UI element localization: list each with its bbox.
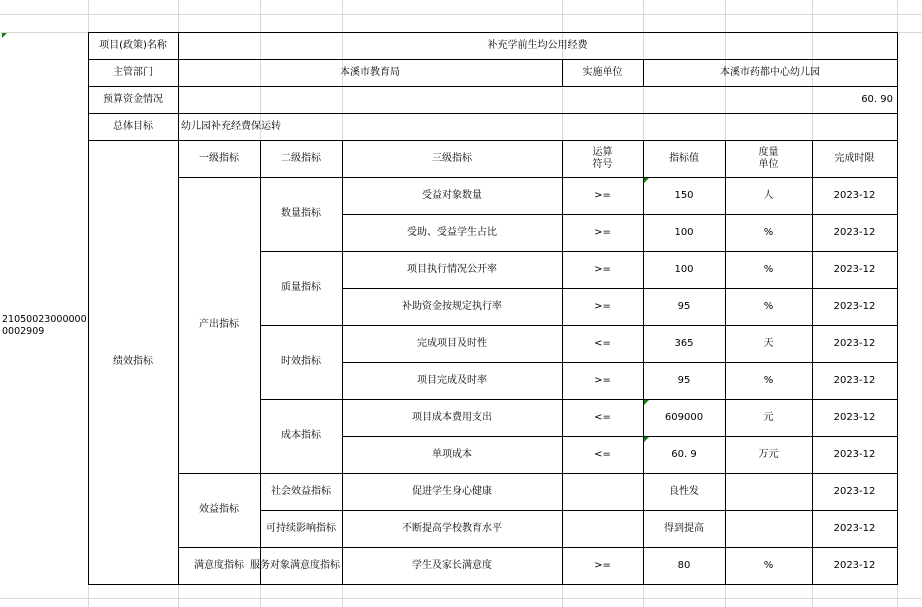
header-unit: 度量 单位 (725, 140, 813, 178)
row-10-operator[interactable] (562, 510, 644, 548)
dept-value[interactable]: 本溪市教育局 (178, 59, 563, 87)
row-3-target-value[interactable]: 100 (643, 251, 726, 289)
row-3-unit[interactable]: % (725, 251, 813, 289)
row-11-target-value[interactable]: 80 (643, 547, 726, 585)
level1-benefit: 效益指标 (178, 473, 261, 548)
row-9-operator[interactable] (562, 473, 644, 511)
row-6-unit[interactable]: % (725, 362, 813, 400)
row-6-operator[interactable]: >= (562, 362, 644, 400)
level2-sustain: 可持续影响指标 (260, 510, 343, 548)
row-7-target-value[interactable]: 609000 (643, 399, 726, 437)
row-5-unit[interactable]: 天 (725, 325, 813, 363)
header-level3: 三级指标 (342, 140, 563, 178)
row-3-operator[interactable]: >= (562, 251, 644, 289)
row-2-operator[interactable]: >= (562, 214, 644, 252)
budget-label: 预算资金情况 (88, 86, 179, 114)
row-2-target-value[interactable]: 100 (643, 214, 726, 252)
row-id-cell[interactable]: 210500230000000002909 (2, 314, 87, 337)
row-8-operator[interactable]: <= (562, 436, 644, 474)
performance-indicators-label: 绩效指标 (88, 140, 179, 585)
row-7-indicator-name[interactable]: 项目成本费用支出 (342, 399, 563, 437)
budget-value[interactable]: 60. 90 (178, 86, 898, 114)
row-5-indicator-name[interactable]: 完成项目及时性 (342, 325, 563, 363)
row-11-deadline[interactable]: 2023-12 (812, 547, 898, 585)
level2-quality: 质量指标 (260, 251, 343, 326)
row-5-deadline[interactable]: 2023-12 (812, 325, 898, 363)
level1-output: 产出指标 (178, 177, 261, 474)
row-7-deadline[interactable]: 2023-12 (812, 399, 898, 437)
impl-unit-label: 实施单位 (562, 59, 644, 87)
row-10-target-value[interactable]: 得到提高 (643, 510, 726, 548)
row-6-deadline[interactable]: 2023-12 (812, 362, 898, 400)
row-1-deadline[interactable]: 2023-12 (812, 177, 898, 215)
cell-marker (644, 178, 649, 183)
level1-satisfaction: 满意度指标 (178, 547, 261, 585)
level2-quantity: 数量指标 (260, 177, 343, 252)
cell-marker (644, 400, 649, 405)
row-1-operator[interactable]: >= (562, 177, 644, 215)
goal-label: 总体目标 (88, 113, 179, 141)
header-level1: 一级指标 (178, 140, 261, 178)
row-10-deadline[interactable]: 2023-12 (812, 510, 898, 548)
project-name-value[interactable]: 补充学前生均公用经费 (178, 32, 898, 60)
row-8-deadline[interactable]: 2023-12 (812, 436, 898, 474)
header-level2: 二级指标 (260, 140, 343, 178)
level2-cost: 成本指标 (260, 399, 343, 474)
cell-marker (644, 437, 649, 442)
row-3-deadline[interactable]: 2023-12 (812, 251, 898, 289)
row-10-indicator-name[interactable]: 不断提高学校教育水平 (342, 510, 563, 548)
row-2-deadline[interactable]: 2023-12 (812, 214, 898, 252)
row-2-indicator-name[interactable]: 受助、受益学生占比 (342, 214, 563, 252)
row-6-target-value[interactable]: 95 (643, 362, 726, 400)
row-4-deadline[interactable]: 2023-12 (812, 288, 898, 326)
row-7-unit[interactable]: 元 (725, 399, 813, 437)
row-11-indicator-name[interactable]: 学生及家长满意度 (342, 547, 563, 585)
row-6-indicator-name[interactable]: 项目完成及时率 (342, 362, 563, 400)
project-name-label: 项目(政策)名称 (88, 32, 179, 60)
row-1-indicator-name[interactable]: 受益对象数量 (342, 177, 563, 215)
dept-label: 主管部门 (88, 59, 179, 87)
impl-unit-value[interactable]: 本溪市药都中心幼儿园 (643, 59, 898, 87)
row-1-target-value[interactable]: 150 (643, 177, 726, 215)
row-9-target-value[interactable]: 良性发 (643, 473, 726, 511)
row-9-indicator-name[interactable]: 促进学生身心健康 (342, 473, 563, 511)
row-8-unit[interactable]: 万元 (725, 436, 813, 474)
row-5-target-value[interactable]: 365 (643, 325, 726, 363)
header-operator: 运算 符号 (562, 140, 644, 178)
cell-comment-marker (2, 33, 7, 38)
row-5-operator[interactable]: <= (562, 325, 644, 363)
row-4-indicator-name[interactable]: 补助资金按规定执行率 (342, 288, 563, 326)
level2-service: 服务对象满意度指标 (260, 547, 343, 585)
header-deadline: 完成时限 (812, 140, 898, 178)
row-9-unit[interactable] (725, 473, 813, 511)
row-1-unit[interactable]: 人 (725, 177, 813, 215)
row-4-target-value[interactable]: 95 (643, 288, 726, 326)
row-8-target-value[interactable]: 60. 9 (643, 436, 726, 474)
row-2-unit[interactable]: % (725, 214, 813, 252)
row-11-operator[interactable]: >= (562, 547, 644, 585)
row-4-unit[interactable]: % (725, 288, 813, 326)
row-9-deadline[interactable]: 2023-12 (812, 473, 898, 511)
goal-value[interactable]: 幼儿园补充经费保运转 (178, 113, 898, 141)
row-10-unit[interactable] (725, 510, 813, 548)
row-7-operator[interactable]: <= (562, 399, 644, 437)
row-11-unit[interactable]: % (725, 547, 813, 585)
header-value: 指标值 (643, 140, 726, 178)
row-3-indicator-name[interactable]: 项目执行情况公开率 (342, 251, 563, 289)
row-8-indicator-name[interactable]: 单项成本 (342, 436, 563, 474)
row-4-operator[interactable]: >= (562, 288, 644, 326)
level2-timeliness: 时效指标 (260, 325, 343, 400)
level2-social: 社会效益指标 (260, 473, 343, 511)
